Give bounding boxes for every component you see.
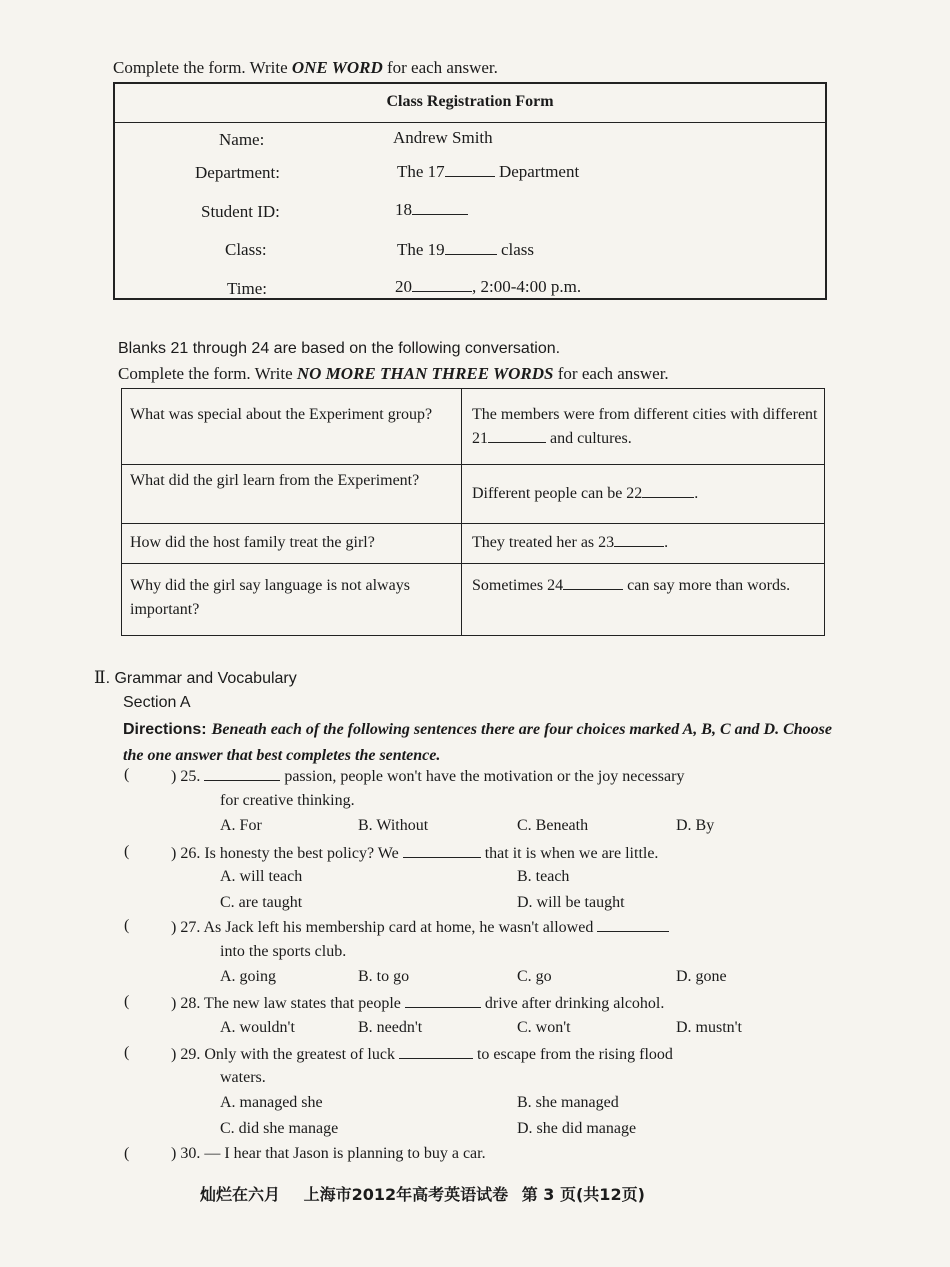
form-value-text: Department (498, 162, 580, 181)
question-stem: to escape from the rising flood (476, 1046, 673, 1063)
option-a[interactable]: A. will teach (220, 868, 303, 885)
conversation-intro: Blanks 21 through 24 are based on the following conversation. (118, 340, 561, 357)
instruction-text: for each answer. (553, 364, 669, 383)
table-divider (122, 563, 824, 564)
option-c[interactable]: C. won't (517, 1019, 571, 1036)
table-answer (472, 531, 818, 555)
question-number: 27. (180, 919, 201, 936)
section-directions (123, 716, 833, 768)
question-stem: Only with the greatest of luck (204, 1046, 395, 1063)
option-d[interactable]: D. she did manage (517, 1120, 637, 1137)
question-number: 25. (180, 768, 201, 785)
answer-text: Sometimes 24 (472, 577, 564, 594)
question-stem: — I hear that Jason is planning to buy a car. (204, 1145, 486, 1162)
blank-23[interactable] (614, 532, 664, 547)
question-blank[interactable] (405, 993, 481, 1008)
question-25 (171, 766, 831, 786)
instruction-emphasis: ONE WORD (291, 58, 383, 77)
form-value-department (397, 162, 579, 182)
question-stem: drive after drinking alcohol. (484, 995, 665, 1012)
form-label-department: Department: (195, 163, 280, 182)
option-b[interactable]: B. teach (517, 868, 570, 885)
option-b[interactable]: B. Without (358, 817, 429, 834)
section-subheading: Section A (123, 694, 191, 711)
form-title-row (115, 84, 825, 123)
conversation-table (121, 388, 825, 636)
option-b[interactable]: B. to go (358, 968, 410, 985)
option-b[interactable]: B. she managed (517, 1094, 619, 1111)
answer-text: . (694, 485, 699, 502)
option-b[interactable]: B. needn't (358, 1019, 423, 1036)
question-stem-cont: for creative thinking. (220, 792, 355, 809)
form-title: Class Registration Form (386, 93, 554, 110)
question-stem: passion, people won't have the motivation or the joy necessary (284, 768, 685, 785)
question-29 (171, 1044, 831, 1064)
table-answer (472, 482, 818, 506)
paren-open: ( (124, 1044, 130, 1061)
answer-text: Different people can be 22 (472, 485, 643, 502)
section-numeral: Ⅱ (94, 668, 106, 688)
form-value-student-id (395, 200, 468, 220)
blank-22[interactable] (642, 483, 694, 498)
footer-title: 上海市2012年高考英语试卷 (303, 1185, 509, 1204)
paren-close: ) (171, 768, 177, 785)
question-number: 28. (180, 995, 201, 1012)
table-question: What did the girl learn from the Experiment? (130, 472, 420, 489)
paren-close: ) (171, 1046, 177, 1063)
form-label-student-id: Student ID: (201, 202, 280, 221)
option-a[interactable]: A. For (220, 817, 262, 834)
answer-text: . (664, 534, 669, 551)
question-blank[interactable] (597, 917, 669, 932)
form-value-text: class (500, 240, 534, 259)
form-value-text: 18 (395, 200, 412, 219)
question-stem-cont: into the sports club. (220, 943, 347, 960)
blank-21[interactable] (488, 428, 546, 443)
blank-17[interactable] (445, 162, 495, 177)
answer-text: They treated her as 23 (472, 534, 615, 551)
option-d[interactable]: D. will be taught (517, 894, 625, 911)
answer-text: can say more than words. (627, 577, 791, 594)
directions-label: Directions: (123, 721, 207, 738)
table-question: Why did the girl say language is not always important? (130, 577, 410, 618)
question-blank[interactable] (403, 843, 481, 858)
form-value-class (397, 240, 534, 260)
question-stem-cont: waters. (220, 1069, 266, 1086)
option-c[interactable]: C. did she manage (220, 1120, 339, 1137)
question-stem: As Jack left his membership card at home, he wasn't allowed (203, 919, 594, 936)
table-divider (122, 464, 824, 465)
form-value-time (395, 277, 581, 297)
answer-paren[interactable] (124, 993, 129, 1011)
instruction-emphasis: NO MORE THAN THREE WORDS (296, 364, 554, 383)
section-title: . Grammar and Vocabulary (105, 670, 297, 687)
question-28 (171, 993, 831, 1013)
answer-paren[interactable] (124, 917, 129, 935)
question-number: 29. (180, 1046, 201, 1063)
form-value-text: The 17 (397, 162, 445, 181)
question-stem: Is honesty the best policy? We (204, 845, 399, 862)
registration-form (113, 82, 827, 300)
answer-paren[interactable] (124, 1044, 129, 1062)
question-blank[interactable] (204, 766, 280, 781)
question-stem: that it is when we are little. (484, 845, 659, 862)
paren-open: ( (124, 1145, 130, 1162)
answer-text: The members were from different cities with different 21 (472, 406, 818, 447)
paren-close: ) (171, 919, 177, 936)
option-a[interactable]: A. wouldn't (220, 1019, 295, 1036)
table-divider (461, 389, 462, 635)
paren-close: ) (171, 845, 177, 862)
question-blank[interactable] (399, 1044, 473, 1059)
question-number: 30. (180, 1145, 201, 1162)
instruction-text: Complete the form. Write (113, 58, 292, 77)
instruction-text: Complete the form. Write (118, 364, 297, 383)
option-d[interactable]: D. By (676, 817, 715, 834)
conversation-instruction (118, 364, 669, 384)
table-answer (472, 574, 818, 598)
paren-open: ( (124, 917, 130, 934)
paren-open: ( (124, 993, 130, 1010)
answer-text: and cultures. (550, 430, 632, 447)
paren-open: ( (124, 766, 130, 783)
answer-paren[interactable] (124, 1145, 129, 1163)
blank-24[interactable] (563, 575, 623, 590)
table-question: How did the host family treat the girl? (130, 534, 375, 551)
form-value-text: , 2:00-4:00 p.m. (472, 277, 582, 296)
answer-paren[interactable] (124, 766, 129, 784)
blank-19[interactable] (445, 240, 497, 255)
blank-18[interactable] (412, 200, 468, 215)
option-c[interactable]: C. go (517, 968, 552, 985)
option-c[interactable]: C. Beneath (517, 817, 589, 834)
option-a[interactable]: A. going (220, 968, 276, 985)
section-heading (94, 668, 297, 688)
question-number: 26. (180, 845, 201, 862)
form-label-time: Time: (227, 279, 268, 298)
question-stem: The new law states that people (204, 995, 401, 1012)
option-d[interactable]: D. mustn't (676, 1019, 742, 1036)
blank-20[interactable] (412, 277, 472, 292)
form-value-text: The 19 (397, 240, 445, 259)
page-footer (200, 1182, 645, 1205)
form-value-text: 20 (395, 277, 412, 296)
footer-page-number: 第 3 页(共12页) (521, 1185, 645, 1204)
paren-open: ( (124, 843, 130, 860)
form-value-name: Andrew Smith (393, 128, 493, 147)
form-instruction (113, 58, 498, 78)
option-d[interactable]: D. gone (676, 968, 727, 985)
form-label-class: Class: (225, 240, 267, 259)
question-30 (171, 1145, 831, 1163)
table-question: What was special about the Experiment group? (130, 406, 433, 423)
answer-paren[interactable] (124, 843, 129, 861)
form-label-name: Name: (219, 130, 265, 149)
table-divider (122, 523, 824, 524)
table-answer (472, 403, 818, 451)
option-a[interactable]: A. managed she (220, 1094, 323, 1111)
question-27 (171, 917, 831, 937)
instruction-text: for each answer. (382, 58, 498, 77)
footer-left: 灿烂在六月 (200, 1185, 281, 1204)
paren-close: ) (171, 995, 177, 1012)
question-26 (171, 843, 831, 863)
directions-text: Beneath each of the following sentences there are four choices marked A, B, C and D. Choose the one answer that best completes the sentence. (123, 721, 832, 764)
option-c[interactable]: C. are taught (220, 894, 303, 911)
paren-close: ) (171, 1145, 177, 1162)
